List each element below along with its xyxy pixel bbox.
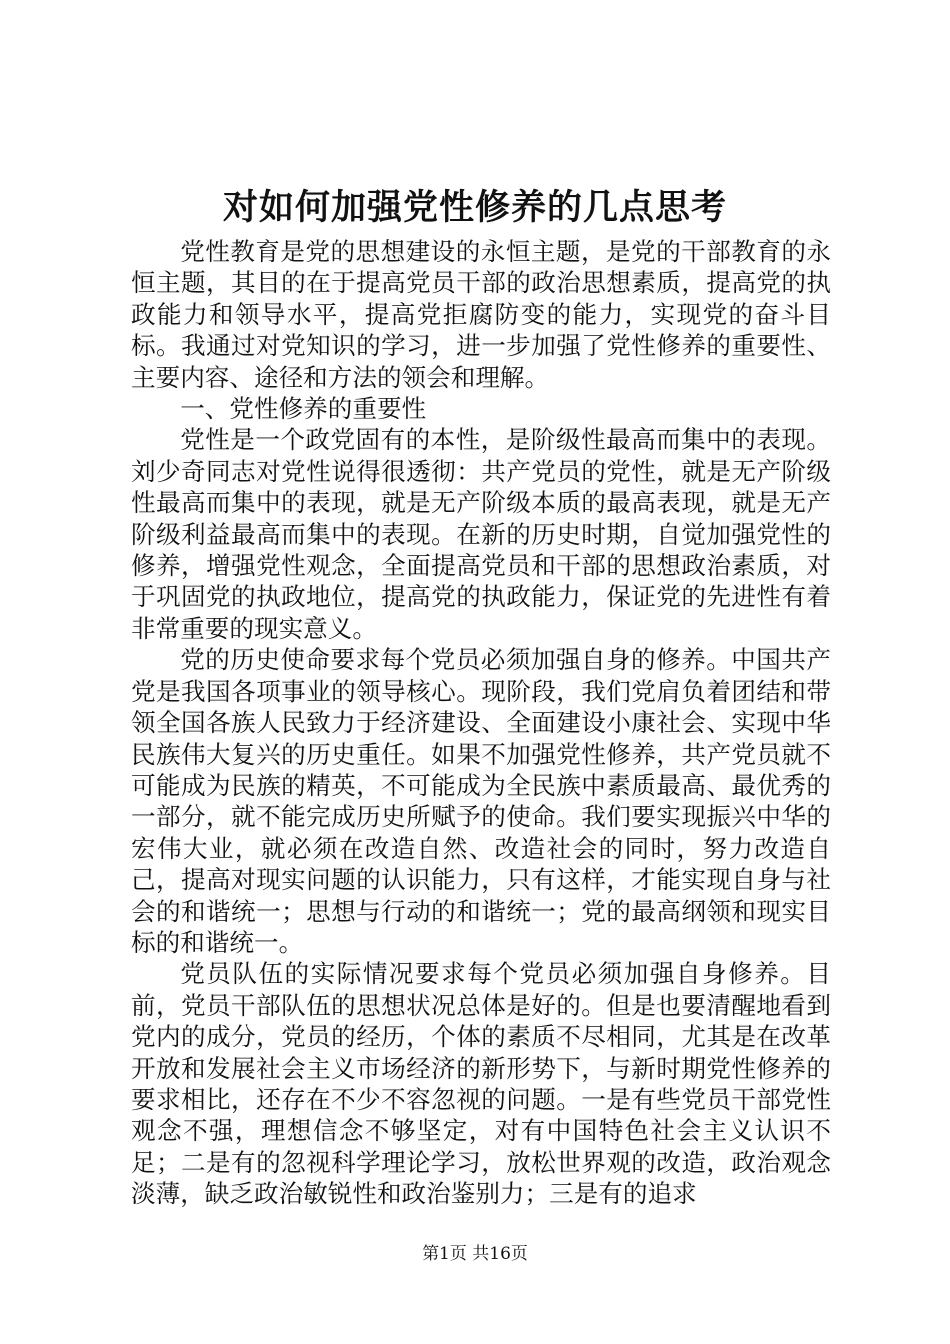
paragraph-intro: 党性教育是党的思想建设的永恒主题，是党的干部教育的永恒主题，其目的在于提高党员干部的政治思想素质，提高党的执政能力和领导水平，提高党拒腐防变的能力，实现党的奋斗目标。我通过对党知识的学习，进一步加强了党性修养的重要性、主要内容、途径和方法的领会和理解。 <box>131 237 831 392</box>
document-body <box>131 236 831 1210</box>
paragraph-member-situation: 党员队伍的实际情况要求每个党员必须加强自身修养。目前，党员干部队伍的思想状况总体是好的。但是也要清醒地看到党内的成分，党员的经历，个体的素质不尽相同，尤其是在改革开放和发展社会主义市场经济的新形势下，与新时期党性修养的要求相比，还存在不少不容忽视的问题。一是有些党员干部党性观念不强，理想信念不够坚定，对有中国特色社会主义认识不足；二是有的忽视科学理论学习，放松世界观的改造，政治观念淡薄，缺乏政治敏锐性和政治鉴别力；三是有的追求 <box>131 959 831 1209</box>
paragraph-historic-mission: 党的历史使命要求每个党员必须加强自身的修养。中国共产党是我国各项事业的领导核心。现阶段，我们党肩负着团结和带领全国各族人民致力于经济建设、全面建设小康社会、实现中华民族伟大复兴的历史重任。如果不加强党性修养，共产党员就不可能成为民族的精英，不可能成为全民族中素质最高、最优秀的一部分，就不能完成历史所赋予的使命。我们要实现振兴中华的宏伟大业，就必须在改造自然、改造社会的同时，努力改造自己，提高对现实问题的认识能力，只有这样，才能实现自身与社会的和谐统一；思想与行动的和谐统一；党的最高纲领和现实目标的和谐统一。 <box>131 645 831 957</box>
document-title: 对如何加强党性修养的几点思考 <box>222 187 727 228</box>
page-number-footer: 第1页 共16页 <box>422 1244 528 1264</box>
section-heading: 一、党性修养的重要性 <box>180 394 427 424</box>
paragraph-party-nature: 党性是一个政党固有的本性，是阶级性最高而集中的表现。刘少奇同志对党性说得很透彻：共产党员的党性，就是无产阶级性最高而集中的表现，就是无产阶级本质的最高表现，就是无产阶级利益最高而集中的表现。在新的历史时期，自觉加强党性的修养，增强党性观念，全面提高党员和干部的思想政治素质，对于巩固党的执政地位，提高党的执政能力，保证党的先进性有着非常重要的现实意义。 <box>131 425 831 643</box>
